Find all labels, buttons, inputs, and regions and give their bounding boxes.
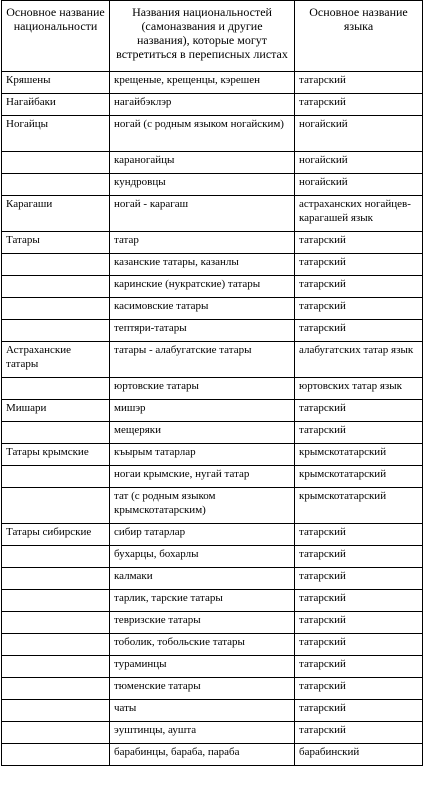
names-cell: ногай (с родным языком ногайским)	[110, 116, 295, 152]
language-cell: ногайский	[295, 174, 423, 196]
names-cell: ногай - карагаш	[110, 196, 295, 232]
names-cell: тарлик, тарские татары	[110, 590, 295, 612]
table-row	[2, 466, 423, 488]
language-cell: татарский	[295, 298, 423, 320]
nationality-cell	[2, 466, 110, 488]
table-row	[2, 276, 423, 298]
nationality-cell	[2, 320, 110, 342]
language-cell: алабугатских татар язык	[295, 342, 423, 378]
nationality-cell: Нагайбаки	[2, 94, 110, 116]
names-cell: крещеные, крещенцы, кэрешен	[110, 72, 295, 94]
nationality-cell	[2, 590, 110, 612]
nationality-language-table	[1, 0, 423, 766]
nationality-cell	[2, 378, 110, 400]
table-row	[2, 94, 423, 116]
nationality-cell	[2, 612, 110, 634]
language-cell: ногайский	[295, 116, 423, 152]
language-cell: татарский	[295, 722, 423, 744]
nationality-cell	[2, 546, 110, 568]
names-cell: мещеряки	[110, 422, 295, 444]
language-cell: татарский	[295, 72, 423, 94]
header-nationality: Основное название национальности	[2, 1, 110, 72]
nationality-cell: Мишари	[2, 400, 110, 422]
nationality-cell	[2, 678, 110, 700]
table-row	[2, 700, 423, 722]
nationality-cell	[2, 722, 110, 744]
nationality-cell	[2, 174, 110, 196]
language-cell: татарский	[295, 232, 423, 254]
nationality-cell	[2, 254, 110, 276]
names-cell: бухарцы, бохарлы	[110, 546, 295, 568]
nationality-cell	[2, 152, 110, 174]
table-row	[2, 612, 423, 634]
table-row	[2, 444, 423, 466]
names-cell: барабинцы, бараба, параба	[110, 744, 295, 766]
table-row	[2, 72, 423, 94]
language-cell: татарский	[295, 590, 423, 612]
language-cell: татарский	[295, 400, 423, 422]
language-cell: юртовских татар язык	[295, 378, 423, 400]
names-cell: татар	[110, 232, 295, 254]
language-cell: крымскотатарский	[295, 466, 423, 488]
nationality-cell: Кряшены	[2, 72, 110, 94]
table-row	[2, 656, 423, 678]
table-row	[2, 342, 423, 378]
header-language: Основное название языка	[295, 1, 423, 72]
table-row	[2, 174, 423, 196]
table-row	[2, 298, 423, 320]
table-row	[2, 254, 423, 276]
names-cell: караногайцы	[110, 152, 295, 174]
nationality-cell	[2, 656, 110, 678]
names-cell: ногаи крымские, нугай татар	[110, 466, 295, 488]
language-cell: татарский	[295, 524, 423, 546]
language-cell: татарский	[295, 320, 423, 342]
language-cell: татарский	[295, 612, 423, 634]
names-cell: тюменские татары	[110, 678, 295, 700]
names-cell: юртовские татары	[110, 378, 295, 400]
names-cell: къырым татарлар	[110, 444, 295, 466]
nationality-cell	[2, 568, 110, 590]
names-cell: тураминцы	[110, 656, 295, 678]
table-row	[2, 524, 423, 546]
language-cell: татарский	[295, 656, 423, 678]
language-cell: татарский	[295, 568, 423, 590]
names-cell: тоболик, тобольские татары	[110, 634, 295, 656]
nationality-cell: Астраханские татары	[2, 342, 110, 378]
table-row	[2, 232, 423, 254]
language-cell: татарский	[295, 422, 423, 444]
table-row	[2, 378, 423, 400]
language-cell: татарский	[295, 678, 423, 700]
names-cell: каринские (нукратские) татары	[110, 276, 295, 298]
table-row	[2, 400, 423, 422]
language-cell: крымскотатарский	[295, 488, 423, 524]
table-row	[2, 422, 423, 444]
names-cell: касимовские татары	[110, 298, 295, 320]
nationality-cell	[2, 700, 110, 722]
table-row	[2, 722, 423, 744]
language-cell: барабинский	[295, 744, 423, 766]
table-row	[2, 744, 423, 766]
nationality-cell	[2, 488, 110, 524]
names-cell: мишэр	[110, 400, 295, 422]
names-cell: тептяри-татары	[110, 320, 295, 342]
names-cell: калмаки	[110, 568, 295, 590]
table-row	[2, 546, 423, 568]
names-cell: тевризские татары	[110, 612, 295, 634]
language-cell: ногайский	[295, 152, 423, 174]
language-cell: крымскотатарский	[295, 444, 423, 466]
nationality-cell: Ногайцы	[2, 116, 110, 152]
language-cell: татарский	[295, 546, 423, 568]
table-row	[2, 678, 423, 700]
names-cell: чаты	[110, 700, 295, 722]
table-row	[2, 488, 423, 524]
table-row	[2, 152, 423, 174]
header-row	[2, 1, 423, 72]
names-cell: нагайбэклэр	[110, 94, 295, 116]
language-cell: татарский	[295, 700, 423, 722]
language-cell: татарский	[295, 254, 423, 276]
nationality-cell	[2, 422, 110, 444]
names-cell: татары - алабугатские татары	[110, 342, 295, 378]
names-cell: казанские татары, казанлы	[110, 254, 295, 276]
table-row	[2, 568, 423, 590]
nationality-cell: Татары	[2, 232, 110, 254]
nationality-cell	[2, 744, 110, 766]
table-row	[2, 590, 423, 612]
nationality-cell: Татары сибирские	[2, 524, 110, 546]
language-cell: татарский	[295, 94, 423, 116]
names-cell: кундровцы	[110, 174, 295, 196]
nationality-cell	[2, 276, 110, 298]
nationality-cell	[2, 298, 110, 320]
names-cell: сибир татарлар	[110, 524, 295, 546]
table-row	[2, 116, 423, 152]
language-cell: татарский	[295, 276, 423, 298]
language-cell: татарский	[295, 634, 423, 656]
nationality-cell	[2, 634, 110, 656]
table-row	[2, 196, 423, 232]
table-row	[2, 320, 423, 342]
table-row	[2, 634, 423, 656]
header-names: Названия национальностей (самоназвания и другие названия), которые могут встретиться в переписных листах	[110, 1, 295, 72]
nationality-cell: Татары крымские	[2, 444, 110, 466]
names-cell: эуштинцы, аушта	[110, 722, 295, 744]
language-cell: астраханских ногайцев-карагашей язык	[295, 196, 423, 232]
names-cell: тат (с родным языком крымскотатарским)	[110, 488, 295, 524]
nationality-cell: Карагаши	[2, 196, 110, 232]
